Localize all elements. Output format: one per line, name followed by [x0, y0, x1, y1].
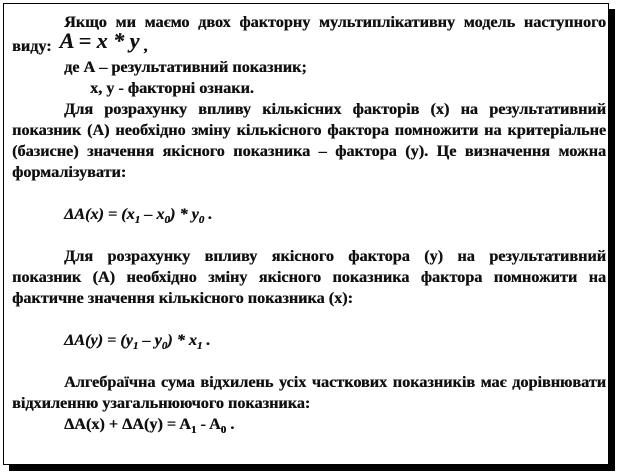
spacer: [12, 351, 606, 372]
formula-delta-y-sub-x: 1: [196, 340, 203, 353]
formula-delta-y-rhs: ) * x: [167, 331, 197, 349]
model-formula: A = x * y: [59, 28, 140, 53]
spacer: [12, 225, 606, 246]
paragraph-model-text: Якщо ми маємо двох факторну мультиплікативну модель наступного виду:: [12, 13, 606, 55]
formula-delta-y: [12, 330, 606, 351]
formula-sum-end: .: [226, 415, 235, 433]
paragraph-qualitative: Для розрахунку впливу якісного фактора (у) на результативний показник (А) необхідно зміну якісного показника фактора помножити на фактичне значення кількісного показника (х):: [12, 247, 606, 307]
formula-delta-y-sub1: 1: [132, 340, 139, 353]
paragraph-model: [12, 12, 606, 57]
formula-sum-sub0: 0: [220, 424, 227, 437]
formula-delta-x-sub1: 1: [134, 214, 141, 227]
formula-sum-mid: - A: [196, 415, 221, 433]
line-definition-xy: x, y - факторні ознаки.: [90, 79, 254, 97]
formula-delta-y-mid: – y: [138, 331, 162, 349]
paragraph-algebraic-sum: Алгебраїчна сума відхилень усіх часткових показників має дорівнювати відхиленню узагальнюючого показника:: [12, 373, 606, 412]
line-definition-a: де А – результативний показник;: [64, 58, 307, 76]
formula-delta-y-end: .: [202, 331, 211, 349]
text-frame: [3, 3, 609, 465]
formula-delta-y-sub0: 0: [161, 340, 168, 353]
spacer: [12, 183, 606, 204]
formula-delta-x-sub0: 0: [164, 214, 170, 227]
formula-sum-lhs: ΔA(x) + ΔA(y) = A: [64, 415, 191, 433]
paragraph-quantitative: Для розрахунку впливу кількісних факторів (х) на результативний показник (А) необхідно зміну кількісного фактора помножити на критеріальне (базисне) значення якісного показника – фактора (у). Це визначення можна формалізувати:: [12, 100, 606, 181]
formula-delta-x-lhs: ΔA(x) = (x: [64, 205, 135, 223]
formula-delta-y-lhs: ΔA(y) = (y: [64, 331, 133, 349]
formula-sum-sub1: 1: [190, 424, 197, 437]
formula-delta-x-end: .: [204, 205, 213, 223]
spacer: [12, 309, 606, 330]
formula-delta-x-rhs: ) * y: [169, 205, 199, 223]
formula-delta-x: [12, 204, 606, 225]
formula-sum: [12, 414, 606, 435]
formula-delta-x-sub-y: 0: [198, 214, 205, 227]
text-content: [12, 12, 606, 435]
formula-delta-x-mid: – x: [140, 205, 165, 223]
model-formula-comma: ,: [139, 37, 148, 55]
